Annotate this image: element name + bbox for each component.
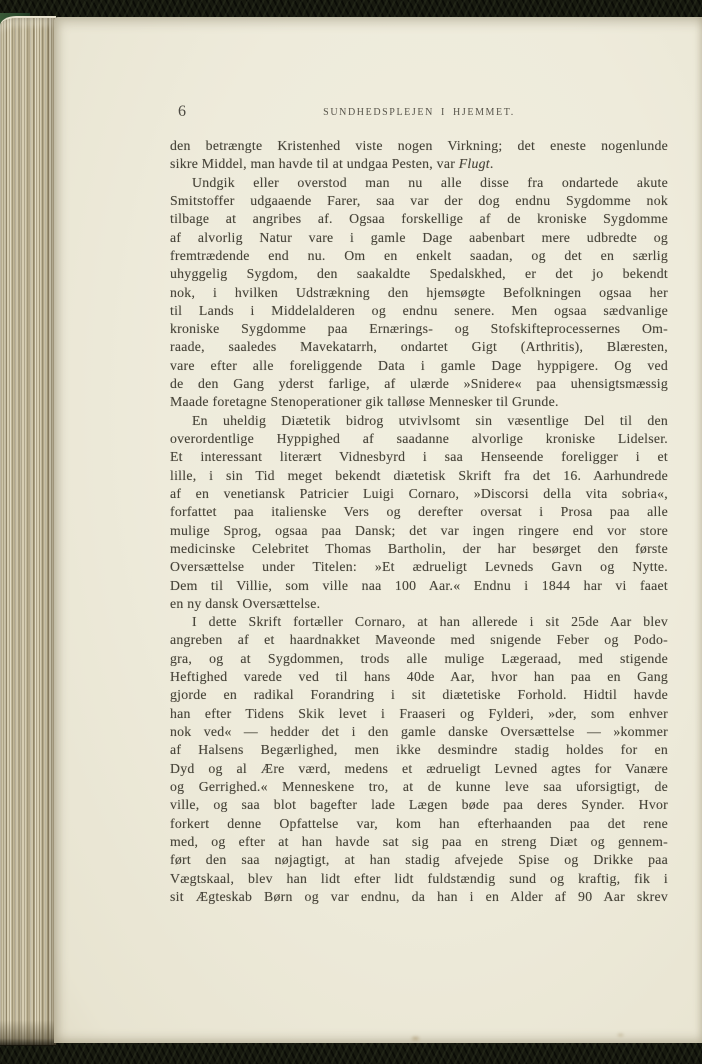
text-line: En uheldig Diætetik bidrog utvivlsomt sin væsentlige Del til den bbox=[192, 412, 668, 428]
text-line: af en venetiansk Patricier Luigi Cornaro, »Discorsi della vita sobria«, bbox=[170, 485, 668, 501]
page-number: 6 bbox=[178, 103, 186, 120]
text-line: vare efter alle foreliggende Data i gamle Dage hyppigere. Og ved bbox=[170, 357, 668, 373]
text-line: af alvorlig Natur vare i gamle Dage aabenbart mere udbredte og bbox=[170, 229, 668, 245]
text-line: medicinske Celebritet Thomas Bartholin, der har besørget den første bbox=[170, 540, 668, 556]
text-line: sit Ægteskab Børn og var endnu, da han i en Alder af 90 Aar skrev bbox=[170, 888, 668, 904]
text-line: Heftighed varede ved til hans 40de Aar, hvor han paa en Gang bbox=[170, 669, 668, 685]
page-edge-stack bbox=[0, 16, 56, 1045]
text-line: lille, i sin Tid meget bekendt diætetisk Skrift fra det 16. Aarhundrede bbox=[170, 467, 668, 483]
text-line: Undgik eller overstod man nu alle disse fra ondartede akute bbox=[192, 174, 668, 190]
text-line: Dem til Villie, som ville naa 100 Aar.« Endnu i 1844 har vi faaet bbox=[170, 577, 668, 593]
text-line: de den Gang yderst farlige, af ulærde »Snidere« paa uhensigtsmæssig bbox=[170, 376, 668, 392]
text-line: og Gerrighed.« Menneskene tro, at de kunne leve saa uforsigtigt, de bbox=[170, 778, 668, 794]
text-line: gjorde en radikal Forandring i sit diætetiske Forhold. Hidtil havde bbox=[170, 687, 668, 703]
text-line: tilbage at angribes af. Ogsaa forskellige af de kroniske Sygdomme bbox=[170, 211, 668, 227]
text-line: nok, i hvilken Udstrækning den hjemsøgte Befolkningen ogsaa her bbox=[170, 284, 668, 300]
text-line: raade, saaledes Mavekatarrh, ondartet Gigt (Arthritis), Blæresten, bbox=[170, 339, 668, 355]
text-line: sikre Middel, man havde til at undgaa Pesten, var Flugt. bbox=[170, 156, 494, 172]
text-line: Vægtskaal, blev han lidt efter lidt fuldstændig sund og kraftig, fik i bbox=[170, 870, 668, 886]
text-line: Oversættelse under Titelen: »Et ædrueligt Levneds Gavn og Nytte. bbox=[170, 559, 668, 575]
text-line: nok ved« — hedder det i den gamle danske Oversættelse — »kommer bbox=[170, 724, 668, 739]
text-line: til Lands i Middelalderen og endnu senere. Men ogsaa sædvanlige bbox=[170, 302, 668, 318]
paper-stain bbox=[410, 1035, 421, 1042]
book-cover-top-edge bbox=[0, 0, 702, 18]
text-line: Dyd og al Ære værd, medens et ædrueligt Levned agtes for Vanære bbox=[170, 760, 668, 776]
text-line: Et interessant literært Vidnesbyrd i saa Henseende foreligger i et bbox=[170, 449, 668, 465]
text-line: overordentlige Hyppighed af saadanne alvorlige kroniske Lidelser. bbox=[170, 431, 668, 446]
text-line: fremtrædende end nu. Om en enkelt saadan, og det en særlig bbox=[170, 247, 668, 263]
text-line: kroniske Sygdomme paa Ernærings- og Stofskifteprocessernes Om- bbox=[170, 321, 668, 337]
book-cover-bottom-edge bbox=[0, 1041, 702, 1064]
text-line: mulige Sprog, ogsaa paa Dansk; det var ingen ringere end vor store bbox=[170, 522, 668, 538]
text-line: angreben af et haardnakket Maveonde med snigende Feber og Podo- bbox=[170, 632, 668, 648]
text-line: forkert denne Opfattelse var, kom han efterhaanden paa det rene bbox=[170, 815, 668, 831]
text-line: I dette Skrift fortæller Cornaro, at han allerede i sit 25de Aar blev bbox=[192, 614, 668, 630]
body-text bbox=[170, 137, 668, 906]
text-line: ført den saa nøjagtigt, at han stadig afvejede Spise og Drikke paa bbox=[170, 852, 668, 868]
text-line: forfattet paa italienske Vers og derefter oversat i Prosa paa alle bbox=[170, 504, 668, 520]
text-line: ville, og saa blot bagefter lade Lægen bøde paa deres Synder. Hvor bbox=[170, 797, 668, 813]
text-line: den betrængte Kristenhed viste nogen Virkning; det eneste nogenlunde bbox=[170, 138, 668, 153]
text-line: Maade foretagne Stenoperationer gik talløse Mennesker til Grunde. bbox=[170, 394, 559, 410]
text-line: med, og efter at han havde sat sig paa en streng Diæt og gennem- bbox=[170, 833, 668, 849]
text-line: en ny dansk Oversættelse. bbox=[170, 595, 321, 611]
paper-stain bbox=[616, 1032, 625, 1038]
running-title: SUNDHEDSPLEJEN I HJEMMET. bbox=[323, 107, 515, 118]
text-line: af Halsens Begærlighed, men ikke desmindre stadig holdes for en bbox=[170, 742, 668, 758]
page-header bbox=[170, 103, 668, 123]
text-line: gra, og at Sygdommen, trods alle mulige Lægeraad, med stigende bbox=[170, 650, 668, 666]
text-line: Smitstoffer udgaaende Farer, saa var der dog endnu Sygdomme nok bbox=[170, 192, 668, 208]
text-line: uhyggelig Sygdom, den saakaldte Spedalskhed, er det jo bekendt bbox=[170, 266, 668, 282]
book-page bbox=[54, 17, 702, 1043]
text-line: han efter Tidens Skik levet i Fraaseri og Fylderi, »der, som enhver bbox=[170, 705, 668, 721]
